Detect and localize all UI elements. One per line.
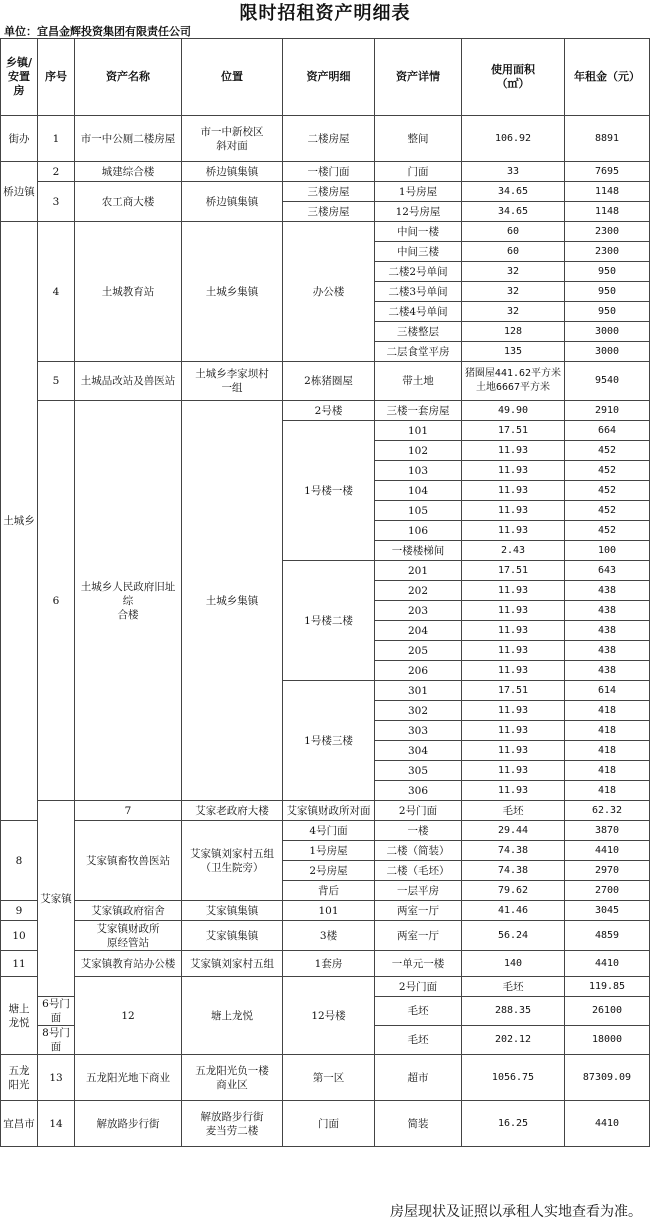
seq-cell: 8: [1, 821, 38, 901]
header-rent: 年租金（元）: [565, 39, 650, 116]
asset-name-cell: 艾家老政府大楼: [182, 801, 283, 821]
township-cell: 宜昌市: [1, 1101, 38, 1147]
rent-cell: 1148: [565, 202, 650, 222]
asset-detail-cell: 206: [375, 661, 462, 681]
rent-cell: 4410: [565, 1101, 650, 1147]
rent-cell: 3000: [565, 342, 650, 362]
asset-item-cell: 2号门面: [375, 801, 462, 821]
asset-detail-cell: 301: [375, 681, 462, 701]
asset-detail-cell: 整间: [375, 116, 462, 162]
footer-note: 房屋现状及证照以承租人实地查看为准。: [390, 1204, 642, 1220]
rent-cell: 9540: [565, 362, 650, 401]
asset-detail-cell: 201: [375, 561, 462, 581]
rent-cell: 3045: [565, 901, 650, 921]
area-cell: 11.93: [462, 441, 565, 461]
asset-detail-cell: 305: [375, 761, 462, 781]
asset-detail-cell: 1号房屋: [375, 182, 462, 202]
asset-detail-cell: 三楼整层: [375, 322, 462, 342]
area-cell: 17.51: [462, 561, 565, 581]
header-seq: 序号: [38, 39, 75, 116]
seq-cell: 4: [38, 222, 75, 362]
location-cell: 艾家镇刘家村五组: [182, 951, 283, 977]
rent-cell: 418: [565, 701, 650, 721]
asset-detail-cell: 二层食堂平房: [375, 342, 462, 362]
rent-cell: 4410: [565, 841, 650, 861]
rent-cell: 2300: [565, 222, 650, 242]
table-header-row: [1, 39, 650, 116]
rent-cell: 438: [565, 661, 650, 681]
area-cell: 11.93: [462, 501, 565, 521]
area-cell: 34.65: [462, 182, 565, 202]
asset-name-cell: 艾家镇政府宿舍: [75, 901, 182, 921]
asset-item-cell: 4号门面: [283, 821, 375, 841]
asset-detail-cell: 106: [375, 521, 462, 541]
area-cell: 140: [462, 951, 565, 977]
area-cell: 74.38: [462, 861, 565, 881]
township-cell: 五龙 阳光: [1, 1055, 38, 1101]
rent-cell: 3000: [565, 322, 650, 342]
table-row: [1, 821, 650, 841]
location-cell: 艾家镇集镇: [182, 901, 283, 921]
location-cell: 桥边镇集镇: [182, 162, 283, 182]
asset-detail-cell: 205: [375, 641, 462, 661]
rent-cell: 438: [565, 621, 650, 641]
location-cell: 解放路步行街 麦当劳二楼: [182, 1101, 283, 1147]
rent-cell: 4410: [565, 951, 650, 977]
seq-cell: 1: [38, 116, 75, 162]
asset-name-cell: 城建综合楼: [75, 162, 182, 182]
asset-detail-cell: 中间一楼: [375, 222, 462, 242]
rent-cell: 664: [565, 421, 650, 441]
seq-cell: 14: [38, 1101, 75, 1147]
area-cell: 1056.75: [462, 1055, 565, 1101]
area-cell: 34.65: [462, 202, 565, 222]
township-cell: 塘上 龙悦: [1, 977, 38, 1055]
area-cell: 11.93: [462, 601, 565, 621]
seq-cell: 3: [38, 182, 75, 222]
rent-cell: 452: [565, 481, 650, 501]
area-cell: 11.93: [462, 761, 565, 781]
area-cell: 128: [462, 322, 565, 342]
township-cell: 桥边镇: [1, 162, 38, 222]
asset-item-cell: 三楼房屋: [283, 182, 375, 202]
asset-name-cell: 艾家镇财政所 原经管站: [75, 921, 182, 951]
area-cell: 猪圈屋441.62平方米 土地6667平方米: [462, 362, 565, 401]
area-cell: 60: [462, 242, 565, 262]
table-row: [1, 116, 650, 162]
area-cell: 11.93: [462, 741, 565, 761]
asset-name-cell: 艾家镇教育站办公楼: [75, 951, 182, 977]
rent-cell: 418: [565, 721, 650, 741]
asset-detail-cell: 一楼: [375, 821, 462, 841]
header-location: 位置: [182, 39, 283, 116]
area-cell: 11.93: [462, 641, 565, 661]
rent-cell: 614: [565, 681, 650, 701]
asset-detail-cell: 204: [375, 621, 462, 641]
asset-item-cell: 门面: [283, 1101, 375, 1147]
seq-cell: 12: [75, 977, 182, 1055]
seq-cell: 5: [38, 362, 75, 401]
asset-detail-cell: 306: [375, 781, 462, 801]
rent-cell: 418: [565, 761, 650, 781]
asset-detail-cell: 303: [375, 721, 462, 741]
header-area: 使用面积 （㎡）: [462, 39, 565, 116]
location-cell: 12号楼: [283, 977, 375, 1055]
area-cell: 17.51: [462, 421, 565, 441]
area-cell: 11.93: [462, 701, 565, 721]
area-cell: 2.43: [462, 541, 565, 561]
area-cell: 49.90: [462, 401, 565, 421]
asset-detail-cell: 毛坯: [462, 977, 565, 997]
asset-detail-cell: 203: [375, 601, 462, 621]
asset-item-cell: 二楼房屋: [283, 116, 375, 162]
table-row: [1, 801, 650, 821]
asset-detail-cell: 一层平房: [375, 881, 462, 901]
asset-name-cell: 艾家镇畜牧兽医站: [75, 821, 182, 901]
asset-detail-cell: 中间三楼: [375, 242, 462, 262]
asset-name-cell: 解放路步行街: [75, 1101, 182, 1147]
table-row: [1, 182, 650, 202]
asset-detail-cell: 毛坯: [375, 997, 462, 1026]
rent-cell: 4859: [565, 921, 650, 951]
area-cell: 11.93: [462, 781, 565, 801]
area-cell: 17.51: [462, 681, 565, 701]
seq-cell: 13: [38, 1055, 75, 1101]
table-row: [1, 362, 650, 401]
area-cell: 11.93: [462, 621, 565, 641]
asset-detail-cell: 一单元一楼: [375, 951, 462, 977]
rent-cell: 2700: [565, 881, 650, 901]
table-row: [1, 1055, 650, 1101]
rent-cell: 2970: [565, 861, 650, 881]
township-cell: 艾家镇: [38, 801, 75, 997]
asset-item-cell: 3楼: [283, 921, 375, 951]
asset-item-cell: 1号楼一楼: [283, 421, 375, 561]
asset-item-cell: 1号房屋: [283, 841, 375, 861]
location-cell: 土城乡集镇: [182, 401, 283, 801]
area-cell: 135: [462, 342, 565, 362]
asset-table: [0, 38, 650, 1147]
asset-detail-cell: 二楼2号单间: [375, 262, 462, 282]
table-row: [1, 162, 650, 182]
rent-cell: 418: [565, 781, 650, 801]
unit-label: 单位：宜昌金辉投资集团有限责任公司: [4, 25, 191, 38]
area-cell: 32: [462, 302, 565, 322]
table-row: [1, 401, 650, 421]
area-cell: 11.93: [462, 661, 565, 681]
header-township: 乡镇/ 安置房: [1, 39, 38, 116]
rent-cell: 3870: [565, 821, 650, 841]
asset-detail-cell: 104: [375, 481, 462, 501]
area-cell: 29.44: [462, 821, 565, 841]
seq-cell: 6: [38, 401, 75, 801]
area-cell: 11.93: [462, 721, 565, 741]
seq-cell: 10: [1, 921, 38, 951]
area-cell: 41.46: [462, 901, 565, 921]
rent-cell: 418: [565, 741, 650, 761]
area-cell: 11.93: [462, 521, 565, 541]
area-cell: 119.85: [565, 977, 650, 997]
asset-detail-cell: 简装: [375, 1101, 462, 1147]
asset-item-cell: 一楼门面: [283, 162, 375, 182]
asset-detail-cell: 两室一厅: [375, 921, 462, 951]
asset-item-cell: 背后: [283, 881, 375, 901]
area-cell: 33: [462, 162, 565, 182]
asset-detail-cell: 带土地: [375, 362, 462, 401]
rent-cell: 452: [565, 441, 650, 461]
seq-cell: 9: [1, 901, 38, 921]
asset-name-cell: 五龙阳光地下商业: [75, 1055, 182, 1101]
area-cell: 32: [462, 262, 565, 282]
header-asset-detail: 资产详情: [375, 39, 462, 116]
asset-detail-cell: 102: [375, 441, 462, 461]
asset-detail-cell: 一楼楼梯间: [375, 541, 462, 561]
asset-detail-cell: 门面: [375, 162, 462, 182]
asset-item-cell: 办公楼: [283, 222, 375, 362]
location-cell: 艾家镇刘家村五组 （卫生院旁）: [182, 821, 283, 901]
location-cell: 五龙阳光负一楼 商业区: [182, 1055, 283, 1101]
rent-cell: 452: [565, 501, 650, 521]
asset-name-cell: 市一中公厕二楼房屋: [75, 116, 182, 162]
table-row: [1, 951, 650, 977]
table-row: [1, 977, 650, 997]
page-title: 限时招租资产明细表: [239, 3, 411, 24]
rent-cell: 18000: [565, 1026, 650, 1055]
area-cell: 202.12: [462, 1026, 565, 1055]
asset-detail-cell: 302: [375, 701, 462, 721]
area-cell: 62.32: [565, 801, 650, 821]
area-cell: 79.62: [462, 881, 565, 901]
asset-item-cell: 1号楼三楼: [283, 681, 375, 801]
asset-item-cell: 1号楼二楼: [283, 561, 375, 681]
asset-item-cell: 101: [283, 901, 375, 921]
area-cell: 56.24: [462, 921, 565, 951]
asset-detail-cell: 超市: [375, 1055, 462, 1101]
asset-item-cell: 2号楼: [283, 401, 375, 421]
table-row: [1, 1101, 650, 1147]
rent-cell: 1148: [565, 182, 650, 202]
location-cell: 土城乡集镇: [182, 222, 283, 362]
rent-cell: 438: [565, 641, 650, 661]
header-asset-name: 资产名称: [75, 39, 182, 116]
asset-item-cell: 6号门面: [38, 997, 75, 1026]
asset-name-cell: 土城乡人民政府旧址综 合楼: [75, 401, 182, 801]
rent-cell: 7695: [565, 162, 650, 182]
asset-detail-cell: 202: [375, 581, 462, 601]
asset-detail-cell: 两室一厅: [375, 901, 462, 921]
seq-cell: 11: [1, 951, 38, 977]
area-cell: 16.25: [462, 1101, 565, 1147]
asset-name-cell: 土城教育站: [75, 222, 182, 362]
area-cell: 32: [462, 282, 565, 302]
asset-item-cell: 2栋猪圈屋: [283, 362, 375, 401]
asset-detail-cell: 304: [375, 741, 462, 761]
table-row: [1, 921, 650, 951]
area-cell: 106.92: [462, 116, 565, 162]
asset-name-cell: 农工商大楼: [75, 182, 182, 222]
asset-detail-cell: 105: [375, 501, 462, 521]
location-cell: 桥边镇集镇: [182, 182, 283, 222]
township-cell: 土城乡: [1, 222, 38, 821]
rent-cell: 452: [565, 521, 650, 541]
rent-cell: 2910: [565, 401, 650, 421]
area-cell: 11.93: [462, 481, 565, 501]
asset-item-cell: 2号房屋: [283, 861, 375, 881]
location-cell: 市一中新校区 斜对面: [182, 116, 283, 162]
area-cell: 60: [462, 222, 565, 242]
table-row: [1, 222, 650, 242]
asset-detail-cell: 二楼（毛坯）: [375, 861, 462, 881]
asset-name-cell: 土城品改站及兽医站: [75, 362, 182, 401]
area-cell: 288.35: [462, 997, 565, 1026]
area-cell: 11.93: [462, 581, 565, 601]
rent-cell: 643: [565, 561, 650, 581]
rent-cell: 950: [565, 282, 650, 302]
rent-cell: 438: [565, 601, 650, 621]
asset-detail-cell: 12号房屋: [375, 202, 462, 222]
location-cell: 艾家镇集镇: [182, 921, 283, 951]
rent-cell: 438: [565, 581, 650, 601]
rent-cell: 100: [565, 541, 650, 561]
asset-detail-cell: 二楼（简装）: [375, 841, 462, 861]
seq-cell: 2: [38, 162, 75, 182]
rent-cell: 8891: [565, 116, 650, 162]
seq-cell: 7: [75, 801, 182, 821]
asset-name-cell: 塘上龙悦: [182, 977, 283, 1055]
header-asset-item: 资产明细: [283, 39, 375, 116]
asset-item-cell: 2号门面: [375, 977, 462, 997]
rent-cell: 87309.09: [565, 1055, 650, 1101]
area-cell: 11.93: [462, 461, 565, 481]
asset-detail-cell: 毛坯: [462, 801, 565, 821]
asset-detail-cell: 101: [375, 421, 462, 441]
asset-detail-cell: 三楼一套房屋: [375, 401, 462, 421]
rent-cell: 2300: [565, 242, 650, 262]
asset-detail-cell: 103: [375, 461, 462, 481]
rent-cell: 950: [565, 302, 650, 322]
rent-cell: 950: [565, 262, 650, 282]
township-cell: 街办: [1, 116, 38, 162]
asset-item-cell: 1套房: [283, 951, 375, 977]
asset-item-cell: 三楼房屋: [283, 202, 375, 222]
asset-item-cell: 第一区: [283, 1055, 375, 1101]
location-cell: 土城乡李家坝村 一组: [182, 362, 283, 401]
table-row: [1, 901, 650, 921]
area-cell: 74.38: [462, 841, 565, 861]
rent-cell: 26100: [565, 997, 650, 1026]
asset-item-cell: 8号门面: [38, 1026, 75, 1055]
asset-detail-cell: 二楼4号单间: [375, 302, 462, 322]
location-cell: 艾家镇财政所对面: [283, 801, 375, 821]
asset-detail-cell: 二楼3号单间: [375, 282, 462, 302]
asset-detail-cell: 毛坯: [375, 1026, 462, 1055]
rent-cell: 452: [565, 461, 650, 481]
